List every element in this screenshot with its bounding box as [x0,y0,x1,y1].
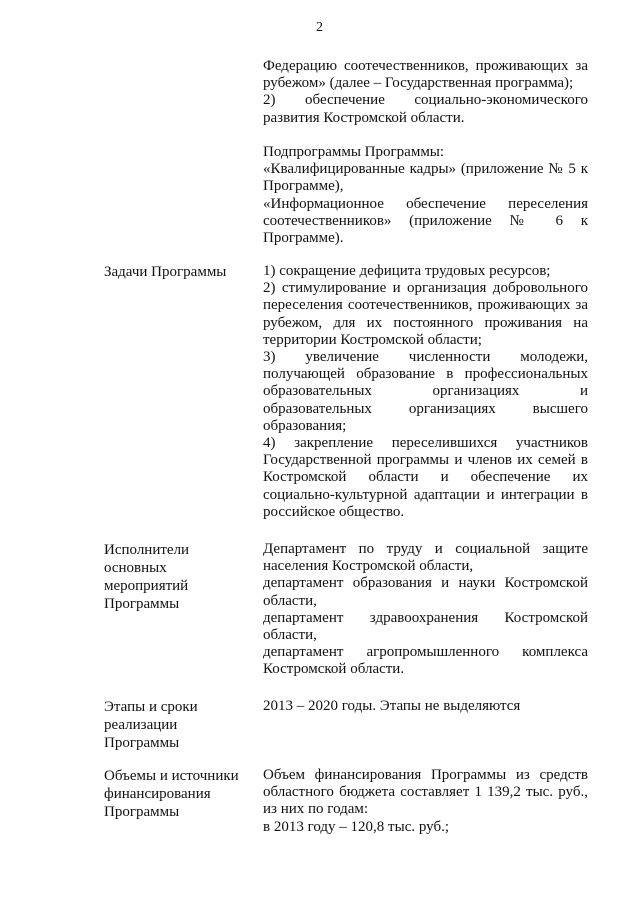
text-line: 4) закрепление переселившихся участников [263,435,588,452]
text-line: Программе), [263,178,344,195]
text-line: Объем финансирования Программы из средств [263,767,588,783]
text-line: рубежом» (далее – Государственная программа); [263,75,574,92]
text-line: «Информационное обеспечение переселения [263,195,588,212]
text-line: 3) увеличение численности молодежи, [263,349,588,366]
text-line: территории Костромской области; [263,331,482,348]
page-number: 2 [316,20,323,35]
text-line: в 2013 году – 120,8 тыс. руб.; [263,818,450,835]
text-line: рубежом, для их постоянного проживания на [263,314,588,331]
stages-text [263,698,588,715]
text-line: 2) обеспечение социально-экономического [263,92,588,109]
text-line: получающей образование в профессиональных [263,366,588,383]
row-label: Этапы и сроки [104,699,198,715]
text-line: 2) стимулирование и организация добровольного [263,280,588,297]
text-line: соотечественников» (приложение № 6 к [263,212,588,229]
row-label: Программы [104,735,180,751]
text-line: Департамент по труду и социальной защите [263,541,588,557]
text-line: Костромской области и обеспечение их [263,469,588,486]
tasks-text [263,263,588,521]
row-label: реализации [104,717,178,733]
row-label: Программы [104,804,180,820]
row-label: Программы [104,596,180,612]
text-line: Костромской области. [263,661,405,678]
row-label: мероприятий [104,578,189,594]
text-line: области, [263,627,317,644]
row-label: финансирования [104,786,211,802]
text-line: 1) сокращение дефицита трудовых ресурсов; [263,263,551,279]
row-label: Объемы и источники [104,768,239,784]
text-line: образования; [263,417,347,434]
text-line: российское общество. [263,503,405,520]
text-line: переселения соотечественников, проживающих за [263,297,588,314]
text-line: образовательных организациях высшего [263,400,588,417]
text-line: Подпрограммы Программы: [263,144,445,160]
executors-label [104,541,254,613]
text-line: Федерацию соотечественников, проживающих за [263,58,588,74]
text-line: Государственной программы и членов их семей в [263,452,588,469]
text-line: департамент агропромышленного комплекса [263,644,588,661]
text-line: 2013 – 2020 годы. Этапы не выделяются [263,698,521,714]
text-line: департамент образования и науки Костромской [263,575,588,592]
row-label: Исполнители [104,542,190,558]
text-line: департамент здравоохранения Костромской [263,609,588,626]
text-line: Программе). [263,230,344,247]
intro-text [263,58,588,127]
text-line: области, [263,592,317,609]
text-line: населения Костромской области, [263,558,474,575]
funding-text [263,767,588,836]
executors-text [263,541,588,679]
row-label: Задачи Программы [104,264,227,280]
funding-label [104,767,254,821]
text-line: социально-культурной адаптации и интеграции в [263,486,588,503]
text-line: «Квалифицированные кадры» (приложение № 5 к [263,161,588,178]
row-label: основных [104,560,167,576]
tasks-label [104,263,254,281]
text-line: областного бюджета составляет 1 139,2 тыс. руб., [263,784,588,801]
text-line: из них по годам: [263,801,369,818]
subprograms-text [263,144,588,247]
stages-label [104,698,254,752]
text-line: образовательных организациях и [263,383,588,400]
text-line: развития Костромской области. [263,109,465,126]
